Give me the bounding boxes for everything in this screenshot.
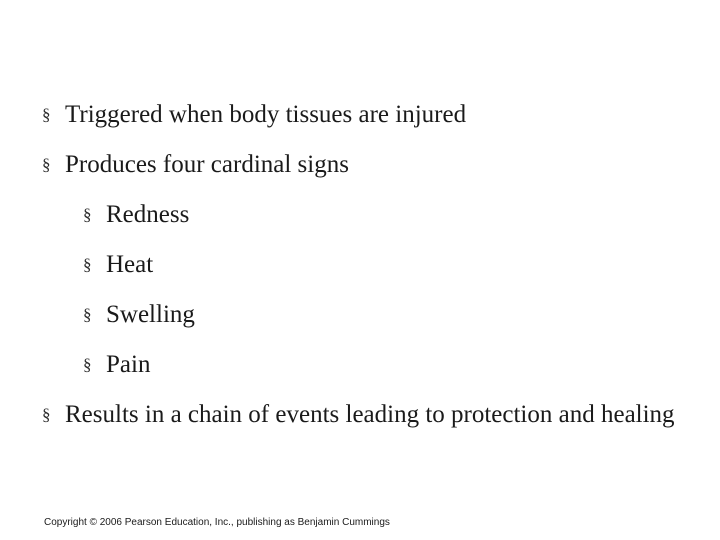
bullet-marker-icon: § [42,405,51,424]
bullet-text: Triggered when body tissues are injured [65,101,467,128]
sub-bullet-marker-icon: § [83,255,92,274]
sub-bullet-item-redness [83,198,682,232]
sub-bullet-text: Heat [106,251,154,278]
sub-bullet-item-pain [83,348,682,382]
bullet-item-chain-of-events [42,398,682,432]
sub-bullet-text: Swelling [106,301,195,328]
bullet-marker-icon: § [42,155,51,174]
copyright-footer: Copyright © 2006 Pearson Education, Inc., publishing as Benjamin Cummings [44,517,390,528]
sub-bullet-item-swelling [83,298,682,332]
sub-bullet-text: Pain [106,351,151,378]
sub-bullet-item-heat [83,248,682,282]
bullet-marker-icon: § [42,105,51,124]
bullet-text: Results in a chain of events leading to protection and healing [65,401,675,428]
bullet-list [42,98,682,432]
sub-bullet-marker-icon: § [83,305,92,324]
bullet-item-triggered [42,98,682,132]
bullet-text: Produces four cardinal signs [65,151,349,178]
bullet-item-cardinal-signs [42,148,682,182]
sub-bullet-marker-icon: § [83,205,92,224]
sub-bullet-marker-icon: § [83,355,92,374]
sub-bullet-text: Redness [106,201,190,228]
